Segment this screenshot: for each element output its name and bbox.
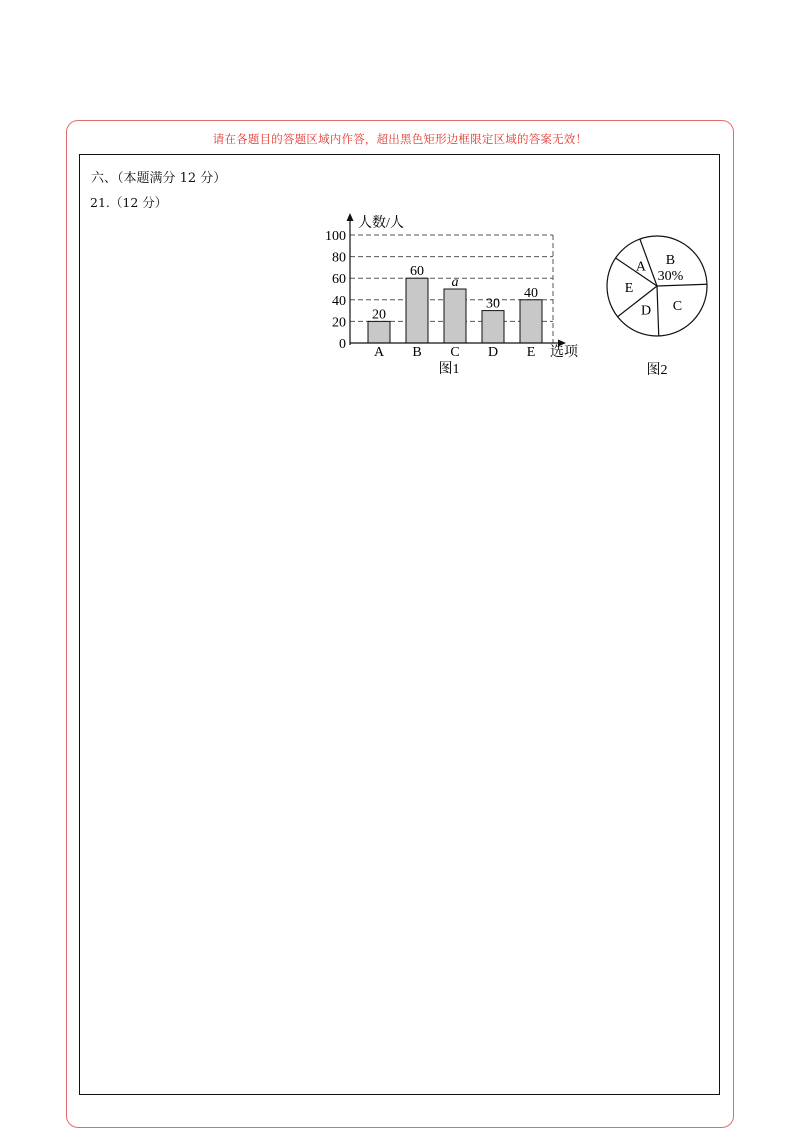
y-axis-arrow	[347, 213, 354, 221]
x-axis-label: 选项	[550, 345, 578, 360]
y-axis-label: 人数/人	[358, 216, 404, 231]
bar-e	[520, 300, 542, 343]
y-tick-label: 100	[325, 229, 346, 244]
pie-slice-label-e: E	[624, 280, 634, 296]
figure-2-caption: 图2	[646, 363, 668, 378]
bar-data-label: a	[451, 275, 459, 290]
figure-1-caption: 图1	[438, 362, 460, 377]
pie-slice-label-d: D	[640, 303, 652, 319]
question-number: 21.（12 分）	[90, 195, 168, 210]
pie-slice-label-a: A	[635, 259, 647, 275]
pie-slice-percent: 30%	[657, 269, 684, 285]
bar-data-label: 40	[524, 285, 538, 301]
y-tick-label: 60	[332, 272, 346, 288]
figure-2-pie-chart	[600, 232, 720, 382]
bar-a	[368, 321, 390, 343]
bar-b	[406, 278, 428, 343]
x-tick-label: B	[412, 345, 422, 360]
bar-data-label: 30	[486, 296, 500, 312]
y-tick-label: 80	[332, 250, 346, 266]
x-tick-label: D	[487, 345, 499, 360]
bar-data-label: 60	[410, 264, 424, 280]
y-tick-label: 40	[332, 293, 346, 309]
pie-slice-label-b: B	[665, 253, 676, 269]
pie-divider	[657, 284, 707, 286]
x-tick-label: E	[526, 345, 536, 360]
answer-area-warning: 请在各题目的答题区域内作答，超出黑色矩形边框限定区域的答案无效！	[212, 132, 588, 146]
x-tick-label: A	[373, 345, 385, 360]
bar-d	[482, 311, 504, 343]
y-tick-label: 0	[339, 337, 346, 352]
bar-data-label: 20	[372, 307, 386, 323]
pie-divider	[657, 286, 659, 336]
y-tick-label: 20	[332, 315, 346, 331]
figure-1-bar-chart	[310, 205, 600, 380]
pie-divider	[618, 286, 657, 317]
pie-slice-label-c: C	[672, 299, 683, 315]
x-tick-label: C	[450, 345, 460, 360]
section-title: 六、（本题满分 12 分）	[91, 171, 227, 186]
bar-c	[444, 289, 466, 343]
